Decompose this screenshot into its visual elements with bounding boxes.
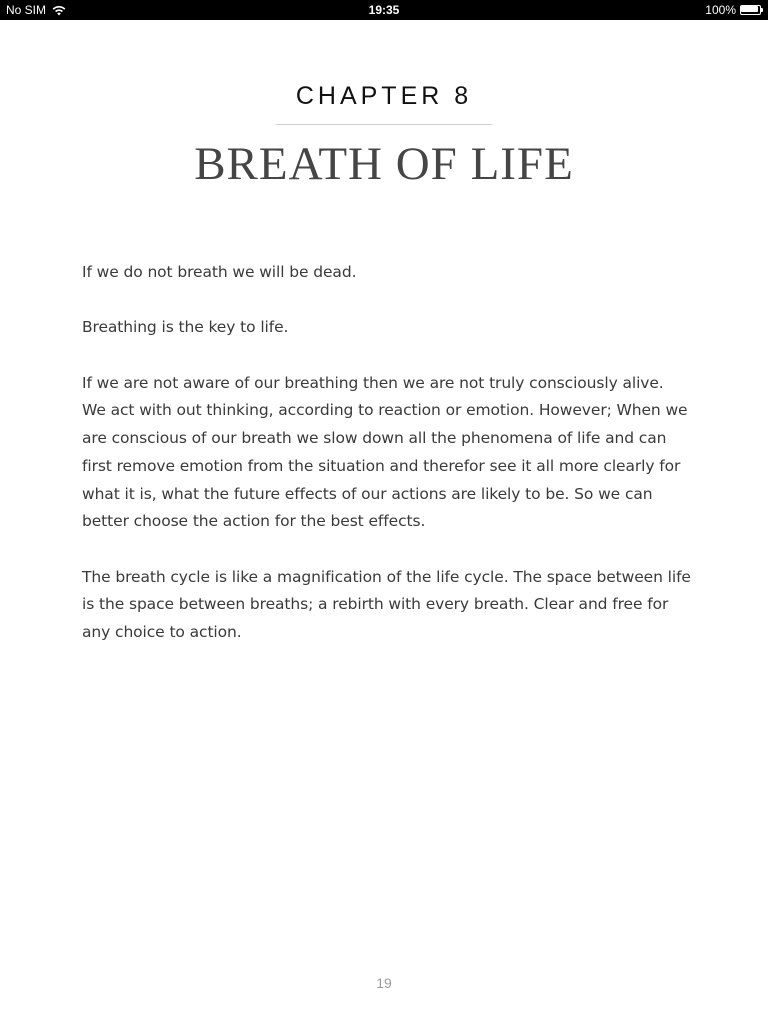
paragraph: If we do not breath we will be dead. — [82, 263, 357, 281]
chapter-label: CHAPTER 8 — [295, 82, 473, 110]
status-bar — [0, 0, 768, 20]
battery-nub — [761, 8, 763, 12]
battery-fill — [741, 6, 758, 12]
carrier-label: No SIM — [6, 3, 47, 17]
chapter-title: BREATH OF LIFE — [194, 138, 574, 190]
status-right — [705, 3, 762, 17]
chapter-divider — [276, 124, 492, 125]
paragraph: The breath cycle is like a magnification of the life cycle. The space between life is the space between breaths; a rebirth with every breath. Clear and free for any choice to action. — [82, 567, 691, 642]
status-time: 19:35 — [368, 3, 400, 17]
battery-percent: 100% — [705, 3, 736, 17]
paragraph: Breathing is the key to life. — [82, 318, 289, 337]
paragraph: If we are not aware of our breathing then we are not truly consciously alive. We act with out thinking, according to reaction or emotion. However; When we are conscious of our breath we slow down all the phenomena of life and can first remove emotion from the situation and therefor see it all more clearly for what it is, what the future effects of our actions are likely to be. So we can better choose the action for the best effects. — [82, 373, 688, 531]
page-number: 19 — [376, 975, 392, 991]
battery-icon — [740, 5, 762, 15]
chapter-body — [82, 259, 692, 674]
